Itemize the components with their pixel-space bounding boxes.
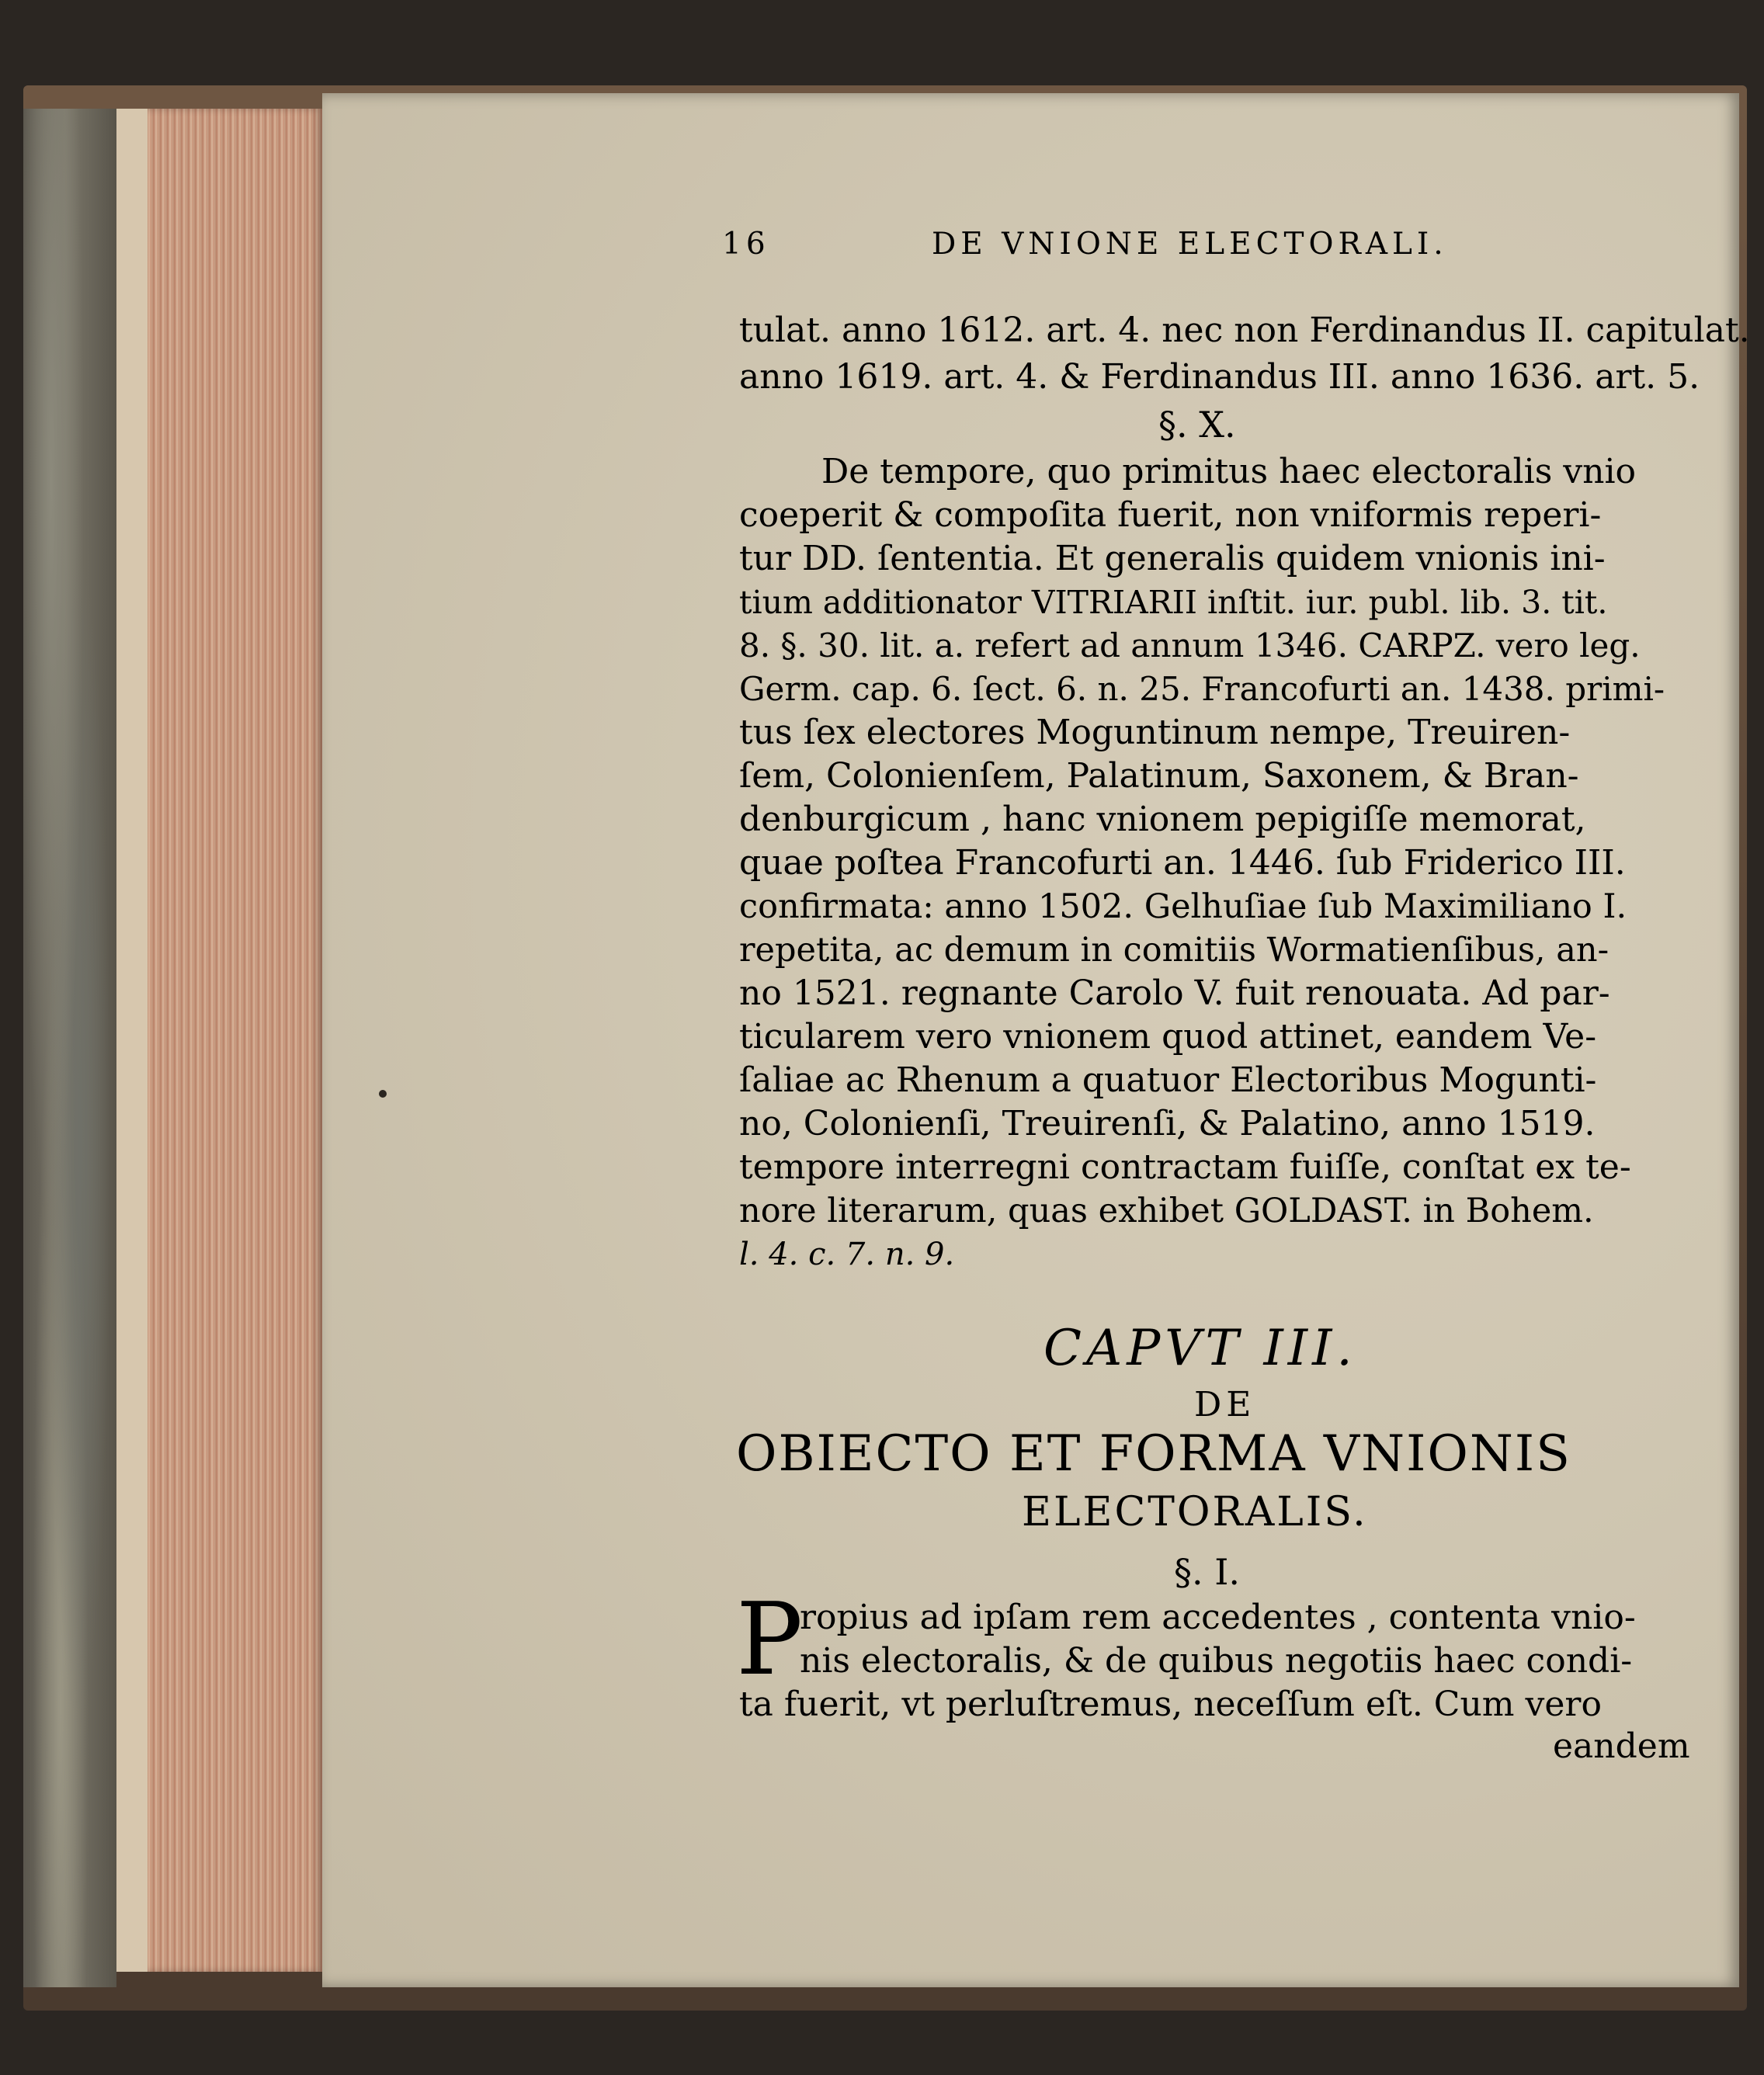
catchword: eandem	[1553, 1726, 1690, 1766]
section-heading-x: §. X.	[1158, 404, 1236, 446]
body-line: ſaliae ac Rhenum a quatuor Electoribus Mogunti-	[739, 1060, 1597, 1100]
body-line: l. 4. c. 7. n. 9.	[739, 1237, 955, 1272]
body-line: nis electoralis, & de quibus negotiis haec condi-	[800, 1641, 1633, 1681]
marbled-binding	[23, 109, 116, 1987]
page-number: 16	[722, 227, 770, 262]
body-line: De tempore, quo primitus haec electoralis vnio	[821, 452, 1637, 491]
body-line: tus ſex electores Moguntinum nempe, Treuiren-	[739, 713, 1571, 752]
body-line: tempore interregni contractam fuiſſe, conſtat ex te-	[739, 1147, 1631, 1187]
chapter-number: CAPVT III.	[1043, 1320, 1357, 1377]
body-line: coeperit & compoſita fuerit, non vniformis reperi-	[739, 495, 1602, 535]
page-edges-inner	[116, 109, 148, 1972]
carryover-line-1: tulat. anno 1612. art. 4. nec non Ferdinandus II. capitulat.	[739, 311, 1750, 350]
running-head	[722, 227, 1685, 273]
body-line: ropius ad ipſam rem accedentes , contenta vnio-	[800, 1598, 1636, 1637]
drop-cap: P	[736, 1582, 804, 1698]
body-line: ſem, Colonienſem, Palatinum, Saxonem, & Bran-	[739, 756, 1579, 796]
body-line: Germ. cap. 6. ſect. 6. n. 25. Francofurti an. 1438. primi-	[739, 670, 1665, 708]
body-line: quae poſtea Francofurti an. 1446. ſub Friderico III.	[739, 843, 1626, 883]
body-line: no 1521. regnante Carolo V. fuit renouata. Ad par-	[739, 973, 1610, 1013]
body-line: tur DD. ſententia. Et generalis quidem vnionis ini-	[739, 539, 1606, 578]
body-line: no, Colonienſi, Treuirenſi, & Palatino, anno 1519.	[739, 1104, 1596, 1143]
body-line: 8. §. 30. lit. a. refert ad annum 1346. CARPZ. vero leg.	[739, 626, 1641, 664]
body-line: nore literarum, quas exhibet GOLDAST. in Bohem.	[739, 1192, 1594, 1230]
carryover-line-2: anno 1619. art. 4. & Ferdinandus III. anno 1636. art. 5.	[739, 357, 1700, 397]
section-heading-i: §. I.	[1174, 1551, 1241, 1593]
chapter-de: DE	[1194, 1385, 1256, 1424]
body-line: denburgicum , hanc vnionem pepigiſſe memorat,	[739, 800, 1586, 839]
body-line: repetita, ac demum in comitiis Wormatienſibus, an-	[739, 931, 1609, 970]
running-title: DE VNIONE ELECTORALI.	[932, 227, 1448, 262]
body-line: ta fuerit, vt perluſtremus, neceſſum eſt. Cum vero	[739, 1685, 1602, 1724]
body-line: tium additionator VITRIARII inſtit. iur. publ. lib. 3. tit.	[739, 584, 1608, 621]
margin-mark	[379, 1090, 387, 1098]
chapter-title: OBIECTO ET FORMA VNIONIS	[736, 1425, 1571, 1483]
body-line: confirmata: anno 1502. Gelhuſiae ſub Maximiliano I.	[739, 887, 1627, 926]
chapter-subtitle: ELECTORALIS.	[1022, 1489, 1368, 1535]
body-line: ticularem vero vnionem quod attinet, eandem Ve-	[739, 1017, 1597, 1057]
